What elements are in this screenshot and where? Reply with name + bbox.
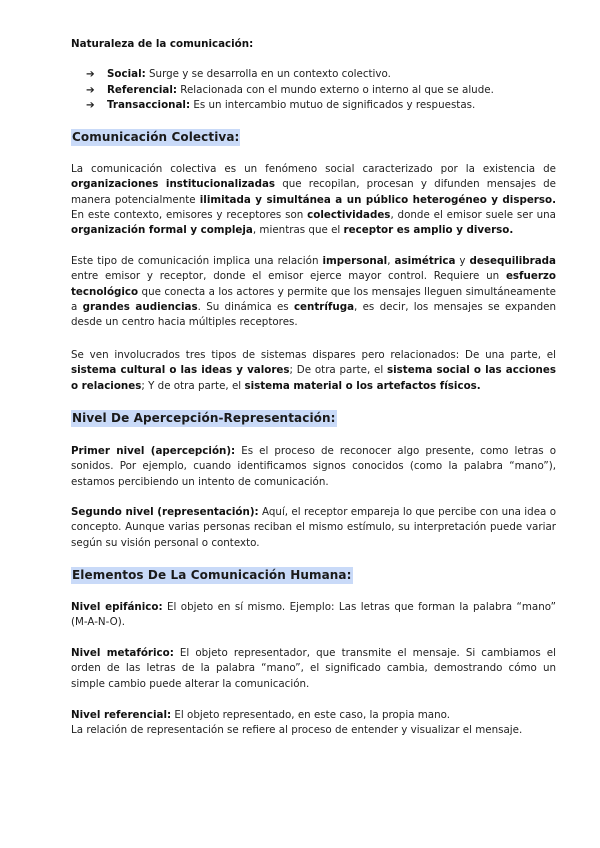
bold-run: Primer nivel (apercepción): [71, 445, 236, 457]
bold-run: asimétrica [394, 255, 456, 267]
nivel-heading-wrap [71, 410, 556, 427]
text-run: que recopilan, procesan y difunden mensajes de manera potencialmente [71, 178, 556, 206]
list-item-term: Referencial: [107, 83, 177, 96]
bold-run: sistema social o las acciones o relaciones [71, 364, 556, 392]
bold-run: impersonal [322, 255, 388, 267]
text-run: , es decir, los mensajes se expanden desde un centro hacia múltiples receptores. [71, 300, 556, 329]
text-run: Es el proceso de reconocer algo presente, como letras o sonidos. Por ejemplo, cuando identificamos signos conocidos (como la palabra “mano”), estamos percibiendo un intento de comunicación. [71, 445, 556, 488]
text-run: que conecta a los actores y permite que los mensajes lleguen simultáneamente a [71, 285, 556, 313]
nivel-paragraph-1 [71, 444, 556, 490]
elementos-paragraph-1 [71, 600, 556, 631]
bold-run: Nivel epifánico: [71, 601, 163, 613]
nivel-paragraph-2 [71, 505, 556, 551]
arrow-icon: ➔ [86, 98, 95, 111]
list-item [71, 83, 556, 98]
bold-run: Segundo nivel (representación): [71, 506, 259, 518]
text-run: , [387, 255, 395, 267]
arrow-icon: ➔ [86, 83, 95, 96]
elementos-paragraph-2 [71, 646, 556, 692]
text-run: Se ven involucrados tres tipos de sistemas dispares pero relacionados: De una parte, el [71, 349, 556, 361]
list-item-text: Surge y se desarrolla en un contexto colectivo. [145, 68, 391, 81]
text-run: . Su dinámica es [197, 300, 294, 313]
list-item-text: Es un intercambio mutuo de significados y respuestas. [190, 98, 476, 111]
colectiva-paragraph-3 [71, 348, 556, 394]
text-run: En este contexto, emisores y receptores son [71, 208, 308, 221]
list-item [71, 67, 556, 82]
bold-run: organización formal y compleja [71, 224, 253, 237]
list-item [71, 98, 556, 113]
nivel-heading: Nivel De Apercepción-Representación: [72, 411, 336, 425]
text-run: ; De otra parte, el [289, 364, 388, 377]
bold-run: Nivel metafórico: [71, 647, 174, 659]
bold-run: Nivel referencial: [71, 709, 172, 721]
list-item-term: Transaccional: [107, 98, 191, 111]
list-item-text: Relacionada con el mundo externo o interno al que se alude. [177, 83, 494, 96]
text-run: , mientras que el [252, 224, 344, 237]
colectiva-paragraph-2 [71, 254, 556, 330]
text-run: , donde el emisor suele ser una [390, 208, 556, 221]
text-run: Este tipo de comunicación implica una relación [71, 255, 323, 267]
elementos-heading-wrap [71, 567, 556, 584]
bold-run: ilimitada y simultánea a un público heterogéneo y disperso. [199, 193, 556, 206]
bold-run: desequilibrada [469, 255, 557, 267]
text-run: El objeto representador, que transmite el mensaje. Si cambiamos el orden de las letras de la palabra “mano”, el significado cambia, demostrando cómo un simple cambio puede alterar la comunicación. [71, 647, 556, 690]
text-run: ; Y de otra parte, el [141, 379, 245, 392]
text-run: y [455, 255, 470, 267]
elementos-paragraph-4: La relación de representación se refiere al proceso de entender y visualizar el mensaje. [71, 724, 523, 736]
elementos-heading: Elementos De La Comunicación Humana: [72, 568, 352, 582]
text-run: Aquí, el receptor empareja lo que percibe con una idea o concepto. Aunque varias personas reciban el mismo estímulo, su interpretación puede variar según su visión personal o contexto. [71, 506, 556, 549]
bold-run: esfuerzo tecnológico [71, 270, 556, 298]
colectiva-paragraph-1 [71, 162, 556, 238]
text-run: El objeto representado, en este caso, la propia mano. [171, 709, 451, 721]
naturaleza-list [71, 67, 556, 113]
naturaleza-title: Naturaleza de la comunicación: [71, 38, 254, 50]
bold-run: sistema cultural o las ideas y valores [71, 364, 290, 377]
colectiva-heading: Comunicación Colectiva: [72, 130, 240, 144]
arrow-icon: ➔ [86, 68, 95, 81]
bold-run: colectividades [307, 208, 391, 221]
bold-run: sistema material o los artefactos físicos. [244, 379, 481, 392]
text-run: La comunicación colectiva es un fenómeno social caracterizado por la existencia de [71, 163, 556, 175]
bold-run: grandes audiencias [82, 300, 198, 313]
text-run: El objeto en sí mismo. Ejemplo: Las letras que forman la palabra “mano” (M-A-N-O). [71, 601, 556, 629]
text-run: entre emisor y receptor, donde el emisor ejerce mayor control. Requiere un [71, 270, 506, 283]
bold-run: receptor es amplio y diverso. [343, 224, 514, 237]
elementos-paragraph-3 [71, 708, 556, 723]
naturaleza-section [71, 37, 556, 113]
list-item-term: Social: [107, 68, 146, 81]
bold-run: centrífuga [293, 300, 355, 313]
colectiva-heading-wrap [71, 129, 556, 146]
bold-run: organizaciones institucionalizadas [71, 178, 276, 191]
